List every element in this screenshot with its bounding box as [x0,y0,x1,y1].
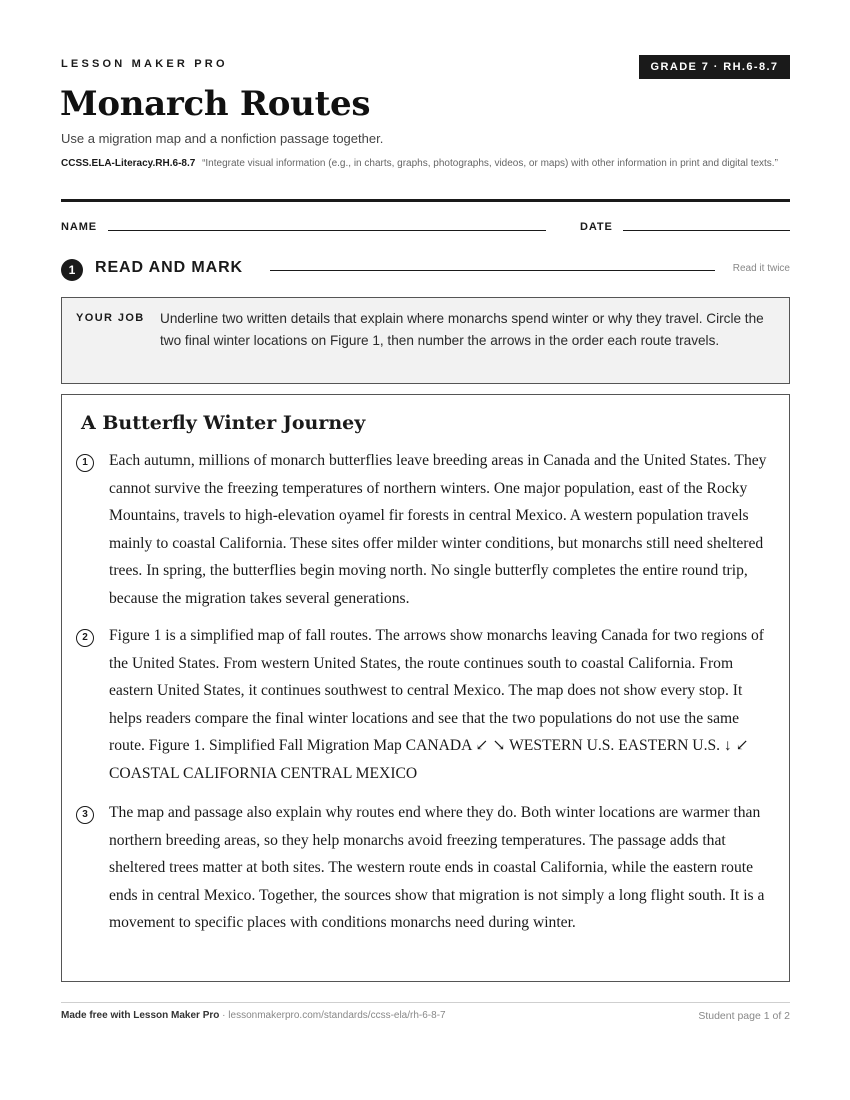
brand-name: LESSON MAKER PRO [61,58,228,70]
grade-badge: GRADE 7 · RH.6-8.7 [639,55,790,79]
section-number-badge: 1 [61,259,83,281]
page-title: Monarch Routes [60,84,371,124]
footer-page-number: Student page 1 of 2 [698,1010,790,1022]
passage-title: A Butterfly Winter Journey [81,412,366,434]
paragraph-text: The map and passage also explain why routes end where they do. Both winter locations are warmer than northern breeding areas, so they help monarchs avoid freezing temperatures. The passage adds that sheltered trees matter at both sites. The western route ends in coastal California, while the eastern route ends in central Mexico. Together, the sources show that migration is not simply a long flight south. It is a movement to specific places with conditions monarchs need during winter. [109,804,765,932]
date-label: DATE [580,221,613,233]
standard-code: CCSS.ELA-Literacy.RH.6-8.7 [61,158,196,169]
paragraph-text: Each autumn, millions of monarch butterflies leave breeding areas in Canada and the United States. They cannot survive the freezing temperatures of northern winters. One major population, east of the Rocky Mountains, travels to high-elevation oyamel fir forests in central Mexico. A western population travels mainly to coastal California. These sites offer milder winter conditions, but monarchs still need sheltered trees. In spring, the butterflies begin moving north. No single butterfly completes the entire round trip, because the migration takes several generations. [109,452,767,607]
footer-separator: · [219,1010,229,1021]
paragraph-text: Figure 1 is a simplified map of fall routes. The arrows show monarchs leaving Canada for two regions of the United States. From western United States, the route continues south to coastal California. From eastern United States, it continues southwest to central Mexico. The map does not show every stop. It helps readers compare the final winter locations and see that the two populations do not use the same route. Figure 1. Simplified Fall Migration Map CANADA ↙ ↘ WESTERN U.S. EASTERN U.S. ↓ ↙ COASTAL CALIFORNIA CENTRAL MEXICO [109,627,764,782]
passage-box [61,394,790,982]
name-label: NAME [61,221,97,233]
job-label: YOUR JOB [76,312,145,324]
paragraph-number: 3 [76,806,94,824]
page-subtitle: Use a migration map and a nonfiction passage together. [61,131,384,146]
job-instructions-box [61,297,790,384]
job-text: Underline two written details that explain where monarchs spend winter or why they travel. Circle the two final winter locations on Figure 1, then number the arrows in the order each route travels. [160,311,764,348]
footer-divider [61,1002,790,1003]
date-line[interactable] [623,230,790,231]
header-divider [61,199,790,202]
section-rule [270,270,715,271]
standard-description [61,156,790,172]
section-note: Read it twice [732,263,790,274]
footer-url[interactable]: lessonmakerpro.com/standards/ccss-ela/rh-6-8-7 [228,1010,446,1021]
section-title: READ AND MARK [95,259,243,276]
footer-made-with: Made free with Lesson Maker Pro [61,1010,220,1021]
footer-credit [61,1010,446,1021]
paragraph-number: 1 [76,454,94,472]
paragraph-number: 2 [76,629,94,647]
standard-quote: “Integrate visual information (e.g., in charts, graphs, photographs, videos, or maps) with other information in print and digital texts.” [202,158,778,169]
name-line[interactable] [108,230,546,231]
